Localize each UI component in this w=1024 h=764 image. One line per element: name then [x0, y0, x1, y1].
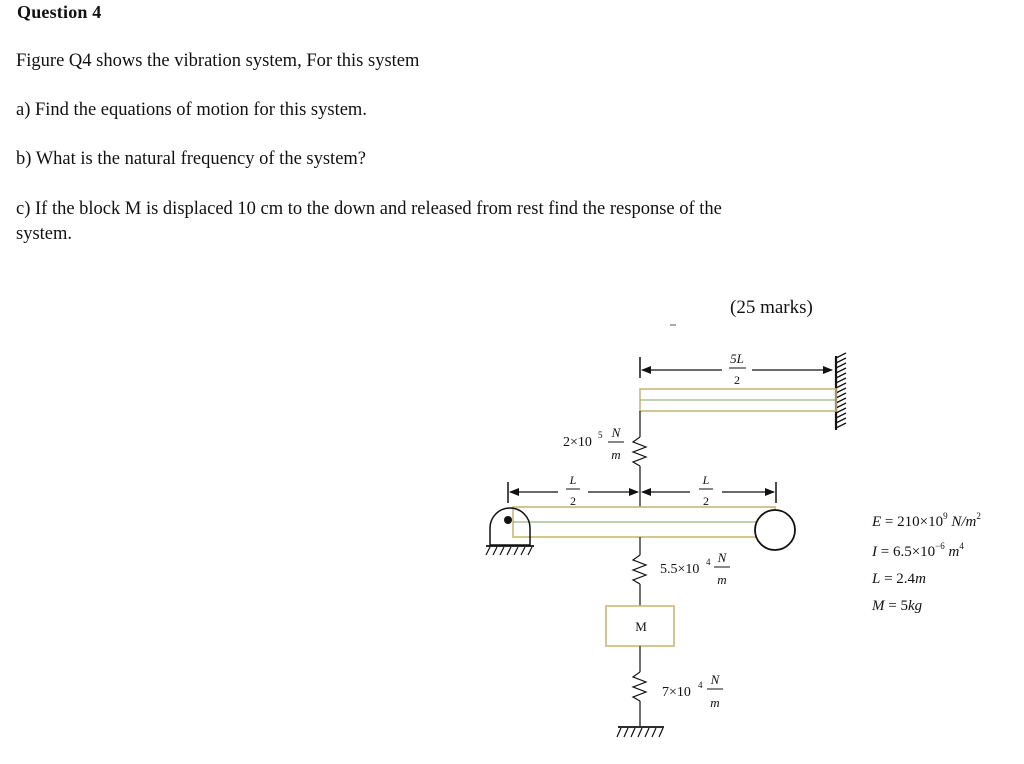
part-a: a) Find the equations of motion for this system.	[16, 100, 367, 120]
lower-beam	[513, 507, 775, 537]
part-c: c) If the block M is displaced 10 cm to the down and released from rest find the response of the	[16, 199, 722, 219]
middle-spring-coefficient: 5.5×10	[660, 562, 700, 577]
fixed-wall	[836, 353, 846, 430]
pin-support	[486, 508, 534, 555]
left-span-numerator: L	[569, 473, 577, 487]
middle-spring-unit-m: m	[717, 572, 727, 587]
given-i: $I = 6.5\times 10^{-6}$ $m^4$	[872, 541, 964, 560]
given-m: M = 5kg	[872, 598, 923, 614]
ground-support	[617, 727, 664, 737]
bottom-spring-exponent: 4	[698, 680, 703, 690]
part-b: b) What is the natural frequency of the system?	[16, 149, 367, 169]
middle-spring-exponent: 4	[706, 557, 711, 567]
top-spring-exponent: 5	[598, 430, 603, 440]
top-spring-coefficient: 2×10	[563, 435, 592, 450]
question-intro: Figure Q4 shows the vibration system, For this system	[16, 51, 420, 71]
given-e: $E = 210\times 10^9$ $N/m^2$	[872, 511, 981, 530]
bottom-spring	[633, 646, 723, 726]
given-values	[871, 511, 981, 614]
mass-label: M	[635, 619, 647, 634]
top-span-numerator: 5L	[730, 351, 744, 366]
left-span-denominator: 2	[570, 494, 576, 508]
right-span-denominator: 2	[703, 494, 709, 508]
middle-spring	[633, 537, 730, 606]
question-title: Question 4	[17, 2, 102, 22]
bottom-spring-coefficient: 7×10	[662, 685, 691, 700]
middle-spring-unit-n: N	[717, 550, 727, 565]
lower-span-dimension	[508, 473, 776, 508]
upper-cantilever-beam	[640, 389, 836, 411]
bottom-spring-unit-m: m	[710, 695, 720, 710]
top-spring-unit-m: m	[611, 447, 621, 462]
part-c-continued: system.	[16, 224, 73, 244]
marks-label: (25 marks)	[730, 297, 813, 318]
bottom-spring-unit-n: N	[710, 672, 720, 687]
top-span-dimension	[640, 351, 832, 387]
right-span-numerator: L	[702, 473, 710, 487]
mass-block	[606, 606, 674, 646]
given-l: L = 2.4m	[872, 571, 926, 587]
roller-disk	[755, 510, 795, 550]
top-spring-unit-n: N	[611, 425, 621, 440]
top-span-denominator: 2	[734, 373, 740, 387]
